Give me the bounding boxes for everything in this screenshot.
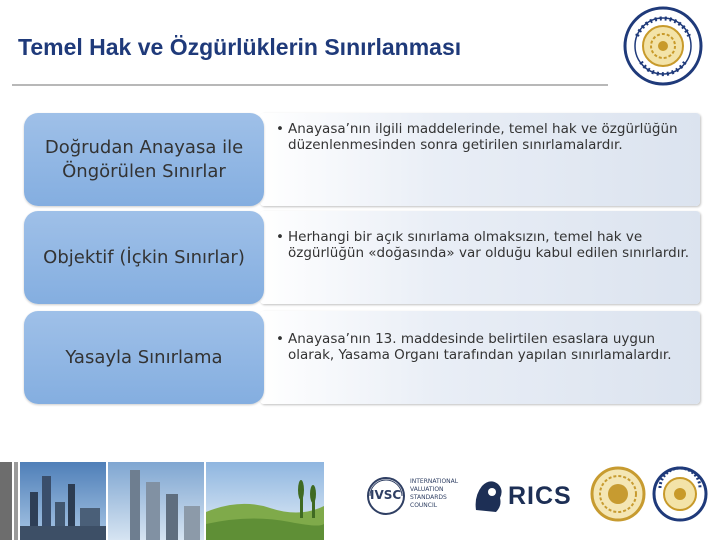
university-seal-small-icon (652, 466, 708, 522)
limitation-row (24, 311, 700, 404)
footer-photo-collage (0, 462, 324, 540)
rics-logo (472, 476, 580, 516)
gold-seal-icon (590, 466, 646, 522)
limitation-row (24, 211, 700, 304)
ivsc-wordmark: IVSC (370, 488, 402, 502)
ivsc-logo (366, 476, 460, 516)
category-label: Objektif (İçkin Sınırlar) (24, 211, 264, 304)
bullet-item: • Herhangi bir açık sınırlama olmaksızın, temel hak ve özgürlüğün «doğasında» var olduğu kabul edilen sınırlardır. (276, 229, 690, 261)
university-seal-icon (623, 6, 703, 86)
category-label: Yasayla Sınırlama (24, 311, 264, 404)
ivsc-caption: INTERNATIONAL VALUATION STANDARDS COUNCIL (410, 478, 459, 509)
slide-title: Temel Hak ve Özgürlüklerin Sınırlanması (18, 34, 462, 60)
rics-wordmark: RICS (508, 482, 572, 510)
rics-lion-icon (472, 476, 506, 516)
title-divider (12, 84, 608, 86)
category-label: Doğrudan Anayasa ile Öngörülen Sınırlar (24, 113, 264, 206)
limitation-row (24, 113, 700, 206)
bullet-item: • Anayasa’nın ilgili maddelerinde, temel hak ve özgürlüğün düzenlenmesinden sonra getirilen sınırlamalardır. (276, 121, 678, 153)
bullet-item: • Anayasa’nın 13. maddesinde belirtilen esaslara uygun olarak, Yasama Organı tarafından yapılan sınırlamalardır. (276, 331, 672, 363)
